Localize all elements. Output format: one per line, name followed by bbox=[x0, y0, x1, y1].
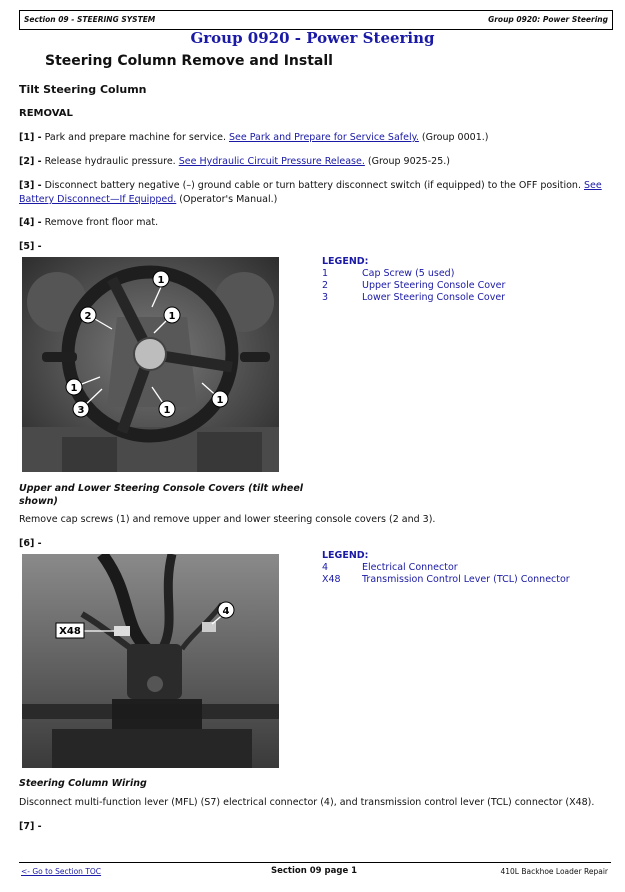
step-tail: (Group 9025-25.) bbox=[364, 156, 450, 167]
step-3 bbox=[19, 179, 609, 207]
legend-item: 1 Cap Screw (5 used) bbox=[322, 268, 455, 279]
step-5: [5] - bbox=[19, 241, 42, 252]
page-footer bbox=[19, 862, 611, 876]
section-heading: REMOVAL bbox=[19, 108, 73, 119]
step-text: Release hydraulic pressure. bbox=[41, 156, 179, 167]
svg-text:1: 1 bbox=[168, 311, 176, 322]
step-text: Remove front floor mat. bbox=[41, 217, 159, 228]
manual-title: 410L Backhoe Loader Repair bbox=[500, 867, 608, 876]
callout-1d bbox=[159, 401, 175, 417]
step-4 bbox=[19, 216, 609, 230]
legend-title: LEGEND: bbox=[322, 256, 369, 267]
legend-figure-1 bbox=[322, 256, 505, 304]
callout-4 bbox=[218, 602, 234, 618]
subtitle: Tilt Steering Column bbox=[19, 83, 147, 96]
step-number: [1] - bbox=[19, 132, 42, 143]
steering-column-wiring-photo bbox=[22, 554, 279, 768]
link-battery-disconnect-b[interactable]: Battery Disconnect—If Equipped. bbox=[19, 194, 177, 205]
section-toc-link[interactable]: <- Go to Section TOC bbox=[21, 867, 102, 876]
svg-text:1: 1 bbox=[216, 395, 224, 406]
steering-wheel-photo bbox=[22, 257, 279, 472]
step-2 bbox=[19, 155, 609, 169]
svg-text:X48: X48 bbox=[59, 626, 81, 637]
callout-x48 bbox=[56, 623, 84, 638]
step-number: [4] - bbox=[19, 217, 42, 228]
step-tail: (Group 0001.) bbox=[418, 132, 489, 143]
link-battery-disconnect-a[interactable]: See bbox=[584, 180, 602, 191]
svg-text:2: 2 bbox=[84, 311, 92, 322]
step-text: Disconnect battery negative (–) ground cable or turn battery disconnect switch (if equipped) to the OFF position. bbox=[41, 180, 584, 191]
legend-figure-2 bbox=[322, 550, 570, 586]
section-label: Section 09 - STEERING SYSTEM bbox=[24, 15, 156, 24]
group-label: Group 0920: Power Steering bbox=[488, 15, 608, 24]
step-text: Park and prepare machine for service. bbox=[41, 132, 229, 143]
page-header bbox=[19, 10, 613, 30]
callout-2 bbox=[80, 307, 96, 323]
link-pressure-release[interactable]: See Hydraulic Circuit Pressure Release. bbox=[178, 156, 365, 167]
legend-title: LEGEND: bbox=[322, 550, 369, 561]
figure-1-instruction: Remove cap screws (1) and remove upper and lower steering console covers (2 and 3). bbox=[19, 514, 436, 525]
step-7: [7] - bbox=[19, 821, 42, 832]
page-title: Steering Column Remove and Install bbox=[45, 53, 333, 69]
step-number: [3] - bbox=[19, 180, 42, 191]
svg-text:1: 1 bbox=[163, 405, 171, 416]
callout-1e bbox=[212, 391, 228, 407]
figure-2-caption: Steering Column Wiring bbox=[19, 778, 147, 789]
step-6: [6] - bbox=[19, 538, 42, 549]
callout-3 bbox=[73, 401, 89, 417]
svg-text:1: 1 bbox=[70, 383, 78, 394]
svg-text:1: 1 bbox=[157, 275, 165, 286]
svg-text:3: 3 bbox=[77, 405, 85, 416]
callout-1a bbox=[153, 271, 169, 287]
legend-item: 3 Lower Steering Console Cover bbox=[322, 292, 506, 303]
step-number: [2] - bbox=[19, 156, 42, 167]
page-number: Section 09 page 1 bbox=[271, 866, 358, 876]
svg-text:4: 4 bbox=[222, 606, 230, 617]
figure-2-instruction: Disconnect multi-function lever (MFL) (S7) electrical connector (4), and transmission control lever (TCL) connector (X48). bbox=[19, 797, 595, 808]
step-1 bbox=[19, 131, 609, 145]
legend-item: 4 Electrical Connector bbox=[322, 562, 458, 573]
group-title: Group 0920 - Power Steering bbox=[190, 29, 435, 47]
legend-item: X48 Transmission Control Lever (TCL) Connector bbox=[322, 574, 570, 585]
step-tail: (Operator's Manual.) bbox=[176, 194, 278, 205]
callout-1b bbox=[164, 307, 180, 323]
legend-item: 2 Upper Steering Console Cover bbox=[322, 280, 506, 291]
figure-1-caption: Upper and Lower Steering Console Covers (tilt wheel shown) bbox=[19, 483, 304, 507]
callout-1c bbox=[66, 379, 82, 395]
link-park-prepare[interactable]: See Park and Prepare for Service Safely. bbox=[229, 132, 419, 143]
